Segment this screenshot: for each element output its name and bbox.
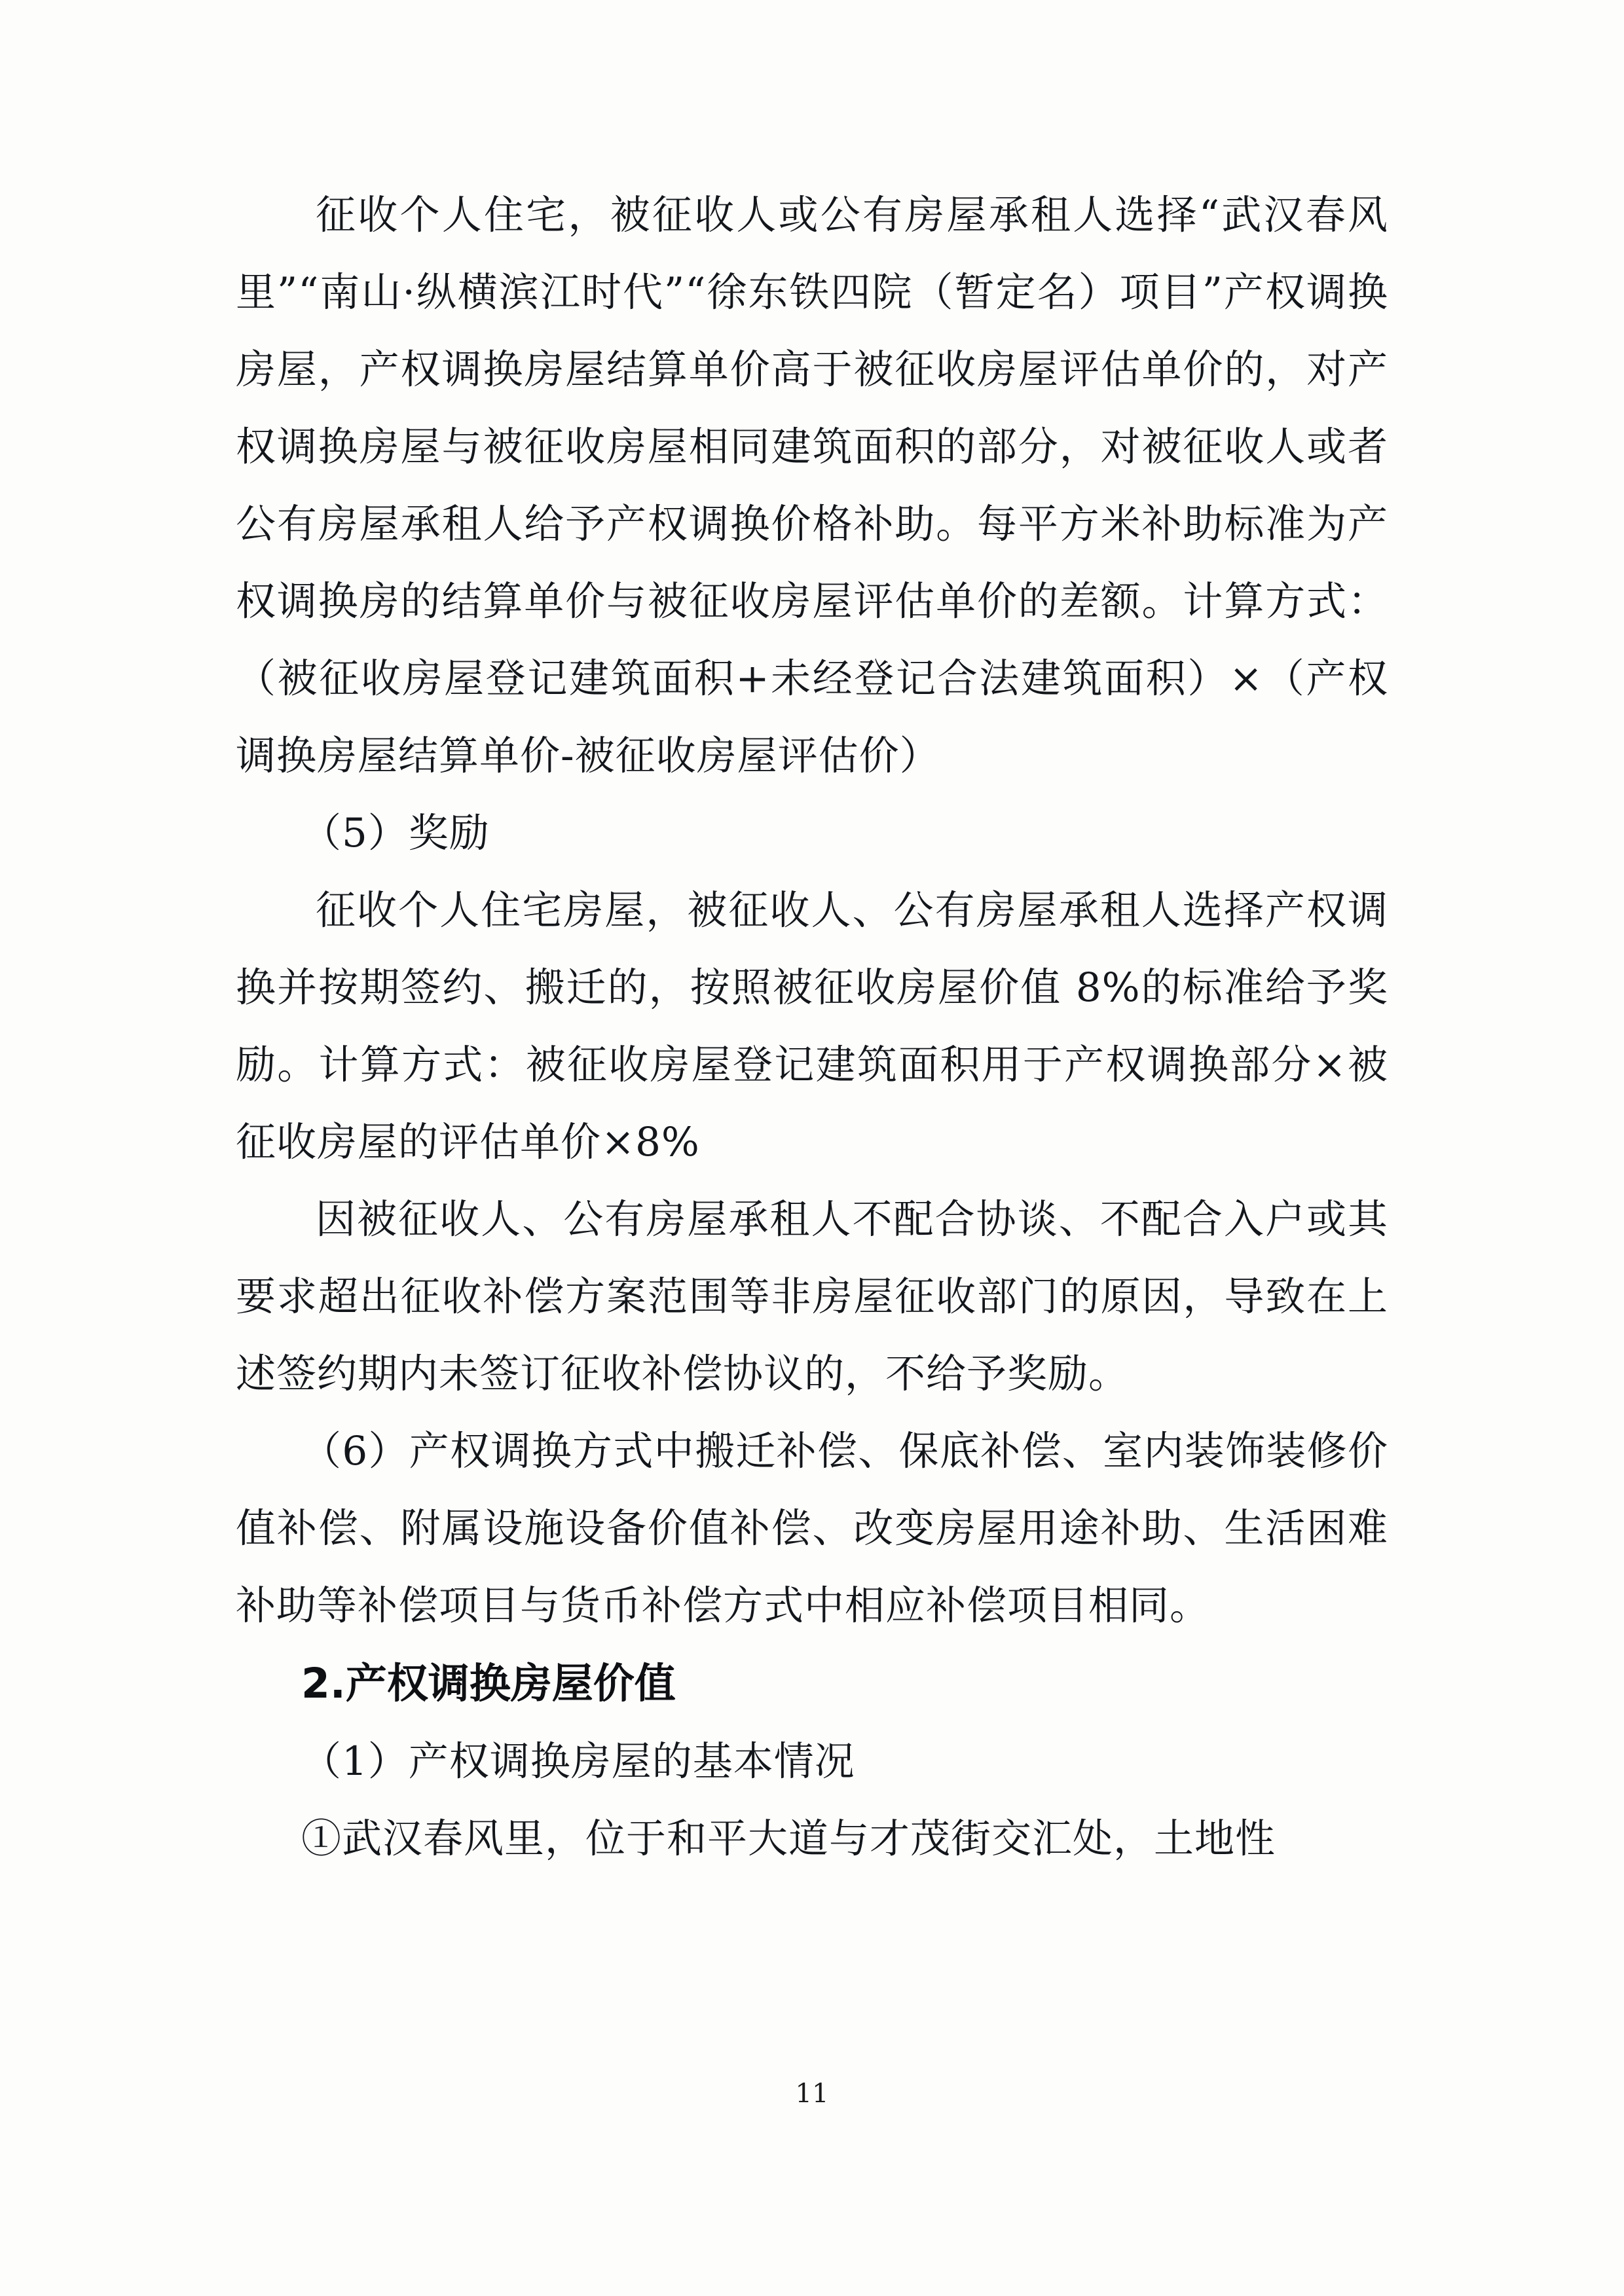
paragraph-item-6-same-items: （6）产权调换方式中搬迁补偿、保底补偿、室内装饰装修价值补偿、附属设施设备价值补偿、改变房屋用途补助、生活困难补助等补偿项目与货币补偿方式中相应补偿项目相同。 <box>236 1428 1388 1629</box>
paragraph-wuhan-chunfengli: ①武汉春风里，位于和平大道与才茂街交汇处，土地性 <box>301 1815 1276 1862</box>
page-number: 11 <box>795 2079 829 2109</box>
page-body <box>236 177 1388 1878</box>
paragraph-item-5-label: （5）奖励 <box>301 810 490 856</box>
paragraph-reward-rule: 征收个人住宅房屋，被征收人、公有房屋承租人选择产权调换并按期签约、搬迁的，按照被征收房屋价值 8%的标准给予奖励。计算方式：被征收房屋登记建筑面积用于产权调换部分×被征收房屋的评估单价×8% <box>236 887 1388 1165</box>
paragraph-item-1-basic-info: （1）产权调换房屋的基本情况 <box>301 1738 855 1785</box>
section-heading-exchange-house-value: 2.产权调换房屋价值 <box>301 1660 676 1707</box>
paragraph-no-reward-condition: 因被征收人、公有房屋承租人不配合协谈、不配合入户或其要求超出征收补偿方案范围等非房屋征收部门的原因，导致在上述签约期内未签订征收补偿协议的，不给予奖励。 <box>236 1196 1388 1397</box>
paragraph-property-exchange-subsidy: 征收个人住宅，被征收人或公有房屋承租人选择“武汉春风里”“南山·纵横滨江时代”“徐东铁四院（暂定名）项目”产权调换房屋，产权调换房屋结算单价高于被征收房屋评估单价的，对产权调换房屋与被征收房屋相同建筑面积的部分，对被征收人或者公有房屋承租人给予产权调换价格补助。每平方米补助标准为产权调换房的结算单价与被征收房屋评估单价的差额。计算方式：（被征收房屋登记建筑面积+未经登记合法建筑面积）×（产权调换房屋结算单价-被征收房屋评估价） <box>236 192 1388 779</box>
